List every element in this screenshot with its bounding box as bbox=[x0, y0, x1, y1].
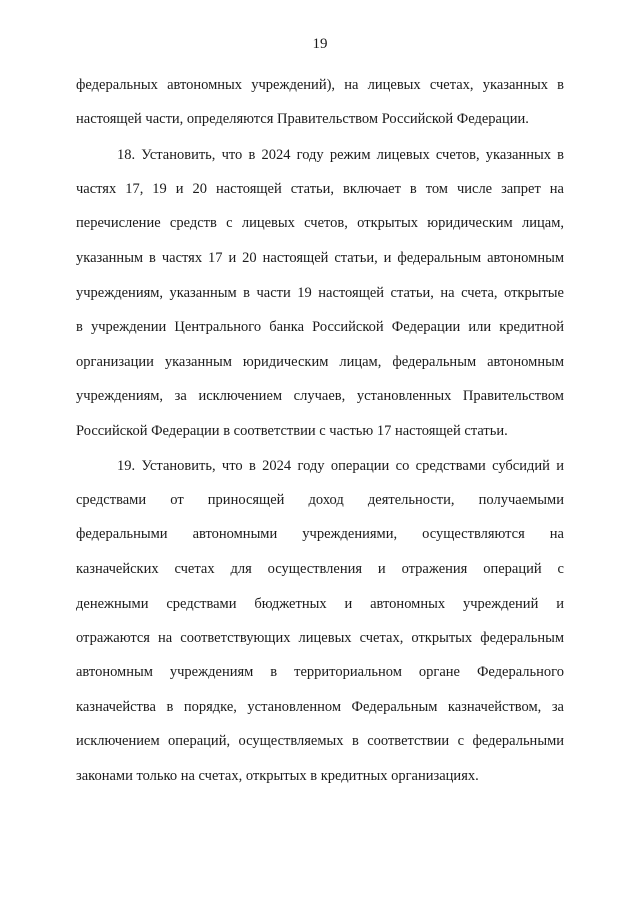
text-line: законами только на счетах, открытых в кредитных организациях. bbox=[76, 768, 479, 784]
text-line: федеральных автономных учреждений), на лицевых счетах, указанных в bbox=[76, 77, 564, 93]
text-line: настоящей части, определяются Правительством Российской Федерации. bbox=[76, 111, 529, 127]
text-line: учреждениям, за исключением случаев, установленных Правительством bbox=[76, 388, 564, 404]
page-number: 19 bbox=[312, 36, 328, 52]
text-line: указанным в частях 17 и 20 настоящей статьи, и федеральным автономным bbox=[76, 250, 564, 266]
text-line: автономным учреждениям в территориальном органе Федерального bbox=[76, 664, 564, 680]
text-line: казначейских счетах для осуществления и отражения операций с bbox=[76, 561, 564, 577]
text-line: в учреждении Центрального банка Российской Федерации или кредитной bbox=[76, 319, 564, 335]
text-line: исключением операций, осуществляемых в соответствии с федеральными bbox=[76, 733, 564, 749]
text-line: организации указанным юридическим лицам, федеральным автономным bbox=[76, 354, 564, 370]
text-line: отражаются на соответствующих лицевых счетах, открытых федеральным bbox=[76, 630, 564, 646]
text-line: казначейства в порядке, установленном Федеральным казначейством, за bbox=[76, 699, 564, 715]
text-line: Российской Федерации в соответствии с частью 17 настоящей статьи. bbox=[76, 423, 508, 439]
text-line: федеральными автономными учреждениями, осуществляются на bbox=[76, 526, 564, 542]
text-line: средствами от приносящей доход деятельности, получаемыми bbox=[76, 492, 564, 508]
text-line: перечисление средств с лицевых счетов, открытых юридическим лицам, bbox=[76, 215, 564, 231]
paragraph-18-first-line: 18. Установить, что в 2024 году режим лицевых счетов, указанных в bbox=[117, 147, 564, 163]
text-line: частях 17, 19 и 20 настоящей статьи, включает в том числе запрет на bbox=[76, 181, 564, 197]
text-line: денежными средствами бюджетных и автономных учреждений и bbox=[76, 596, 564, 612]
paragraph-19-first-line: 19. Установить, что в 2024 году операции со средствами субсидий и bbox=[117, 458, 564, 474]
text-line: учреждениям, указанным в части 19 настоящей статьи, на счета, открытые bbox=[76, 285, 564, 301]
